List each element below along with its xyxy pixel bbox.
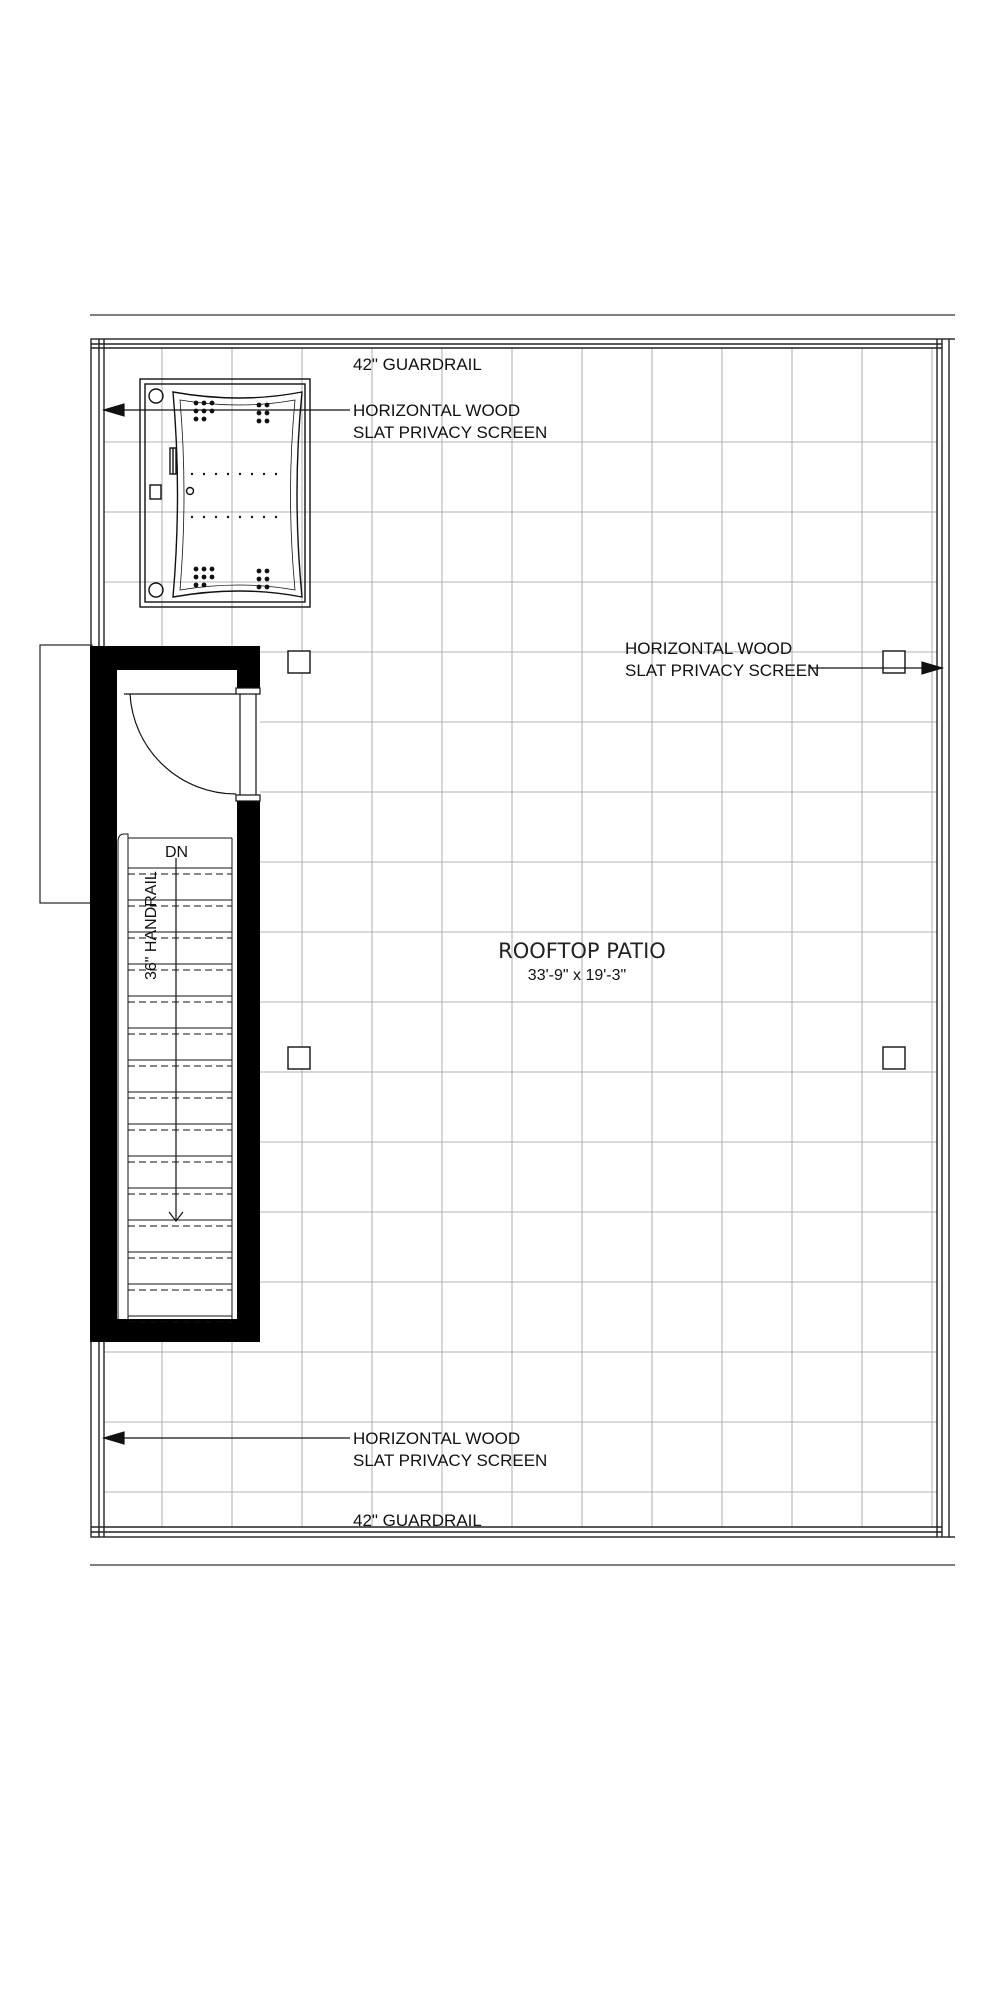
jet	[194, 401, 199, 406]
jet	[202, 409, 207, 414]
room-name: ROOFTOP PATIO	[498, 939, 666, 963]
jet	[265, 569, 270, 574]
jet-dot	[191, 516, 193, 518]
jet	[194, 567, 199, 572]
stair-direction-label: DN	[165, 844, 189, 861]
hot-tub	[140, 379, 310, 607]
screen-bottom-left-line2: SLAT PRIVACY SCREEN	[353, 1451, 548, 1470]
post-lr	[883, 1047, 905, 1069]
jet	[194, 409, 199, 414]
jet-dot	[203, 516, 205, 518]
post-ur	[883, 651, 905, 673]
jet-dot	[275, 516, 277, 518]
jet	[265, 403, 270, 408]
jet-dot	[239, 473, 241, 475]
jet	[210, 567, 215, 572]
jet	[210, 575, 215, 580]
jet	[257, 419, 262, 424]
jet-dot	[215, 516, 217, 518]
jet	[202, 401, 207, 406]
jet	[265, 585, 270, 590]
jet	[202, 417, 207, 422]
screen-bottom-left-line1: HORIZONTAL WOOD	[353, 1429, 521, 1448]
jet-dot	[263, 516, 265, 518]
guardrail-top-label: 42" GUARDRAIL	[353, 355, 482, 374]
jet	[202, 575, 207, 580]
jet-dot	[215, 473, 217, 475]
exterior-enclosure-outline	[40, 645, 92, 903]
jet-dot	[227, 473, 229, 475]
screen-right-line1: HORIZONTAL WOOD	[625, 639, 793, 658]
jet	[202, 583, 207, 588]
jet	[210, 401, 215, 406]
jet	[257, 403, 262, 408]
jet	[194, 583, 199, 588]
guardrail-bottom-label: 42" GUARDRAIL	[353, 1511, 482, 1530]
jet	[257, 585, 262, 590]
jet	[210, 409, 215, 414]
jet-dot	[191, 473, 193, 475]
hot-tub-jets	[191, 401, 277, 590]
screen-top-left-line2: SLAT PRIVACY SCREEN	[353, 423, 548, 442]
jet-dot	[263, 473, 265, 475]
screen-top-left-line1: HORIZONTAL WOOD	[353, 401, 521, 420]
support-posts	[288, 651, 905, 1069]
jet	[257, 411, 262, 416]
post-ll	[288, 1047, 310, 1069]
jet	[265, 411, 270, 416]
jet-dot	[203, 473, 205, 475]
jet	[265, 419, 270, 424]
jet	[257, 577, 262, 582]
stair-enclosure	[90, 646, 260, 1342]
jet	[194, 417, 199, 422]
jet	[202, 567, 207, 572]
screen-right-line2: SLAT PRIVACY SCREEN	[625, 661, 820, 680]
jet-dot	[251, 516, 253, 518]
jet-dot	[239, 516, 241, 518]
jet-dot	[227, 516, 229, 518]
handrail-label: 36" HANDRAIL	[143, 871, 160, 980]
jet	[265, 577, 270, 582]
jet-dot	[275, 473, 277, 475]
arrowhead-top-left	[104, 404, 124, 416]
jet	[257, 569, 262, 574]
jet-dot	[251, 473, 253, 475]
jet	[194, 575, 199, 580]
room-dimensions: 33'-9" x 19'-3"	[527, 967, 627, 984]
post-ul	[288, 651, 310, 673]
arrowhead-bottom-left	[104, 1432, 124, 1444]
